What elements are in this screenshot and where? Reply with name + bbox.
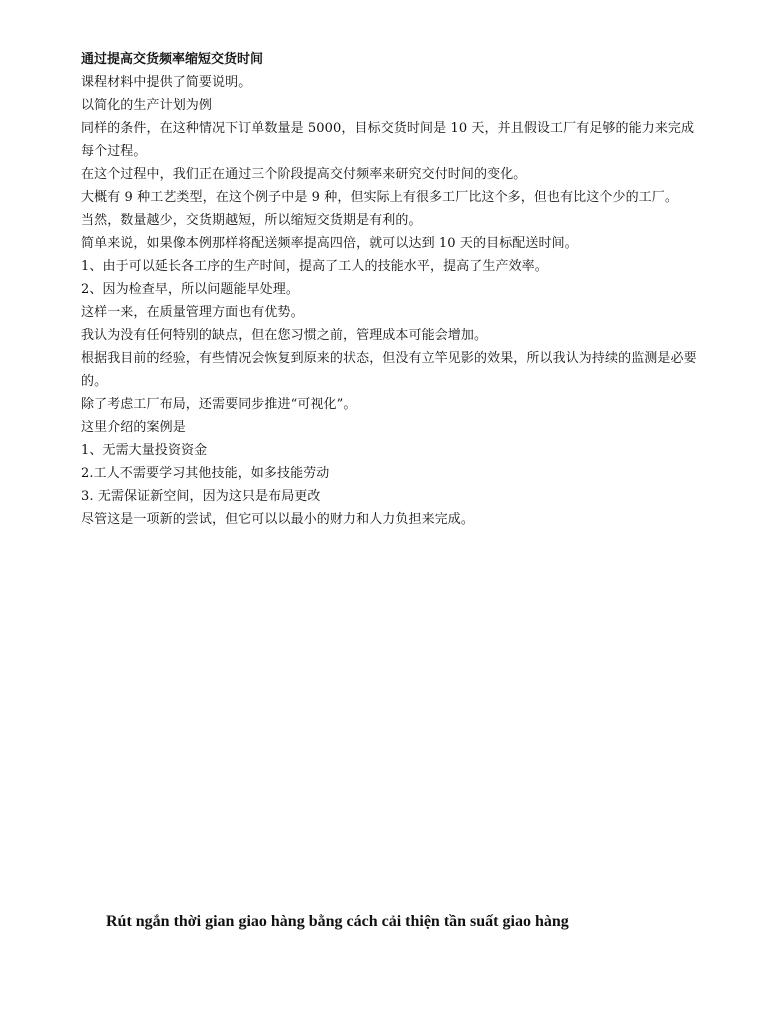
list-item: 2.工人不需要学习其他技能，如多技能劳动 [81,466,330,481]
list-item: 1、无需大量投资资金 [81,443,208,458]
paragraph: 同样的条件，在这种情况下订单数量是 5000，目标交货时间是 10 天，并且假设工厂有足够的能力来完成每个过程。 [81,121,695,159]
list-item: 3. 无需保证新空间，因为这只是布局更改 [81,489,321,504]
footer-title: Rút ngắn thời gian giao hàng bằng cách cải thiện tần suất giao hàng [106,913,569,930]
paragraph: 简单来说，如果像本例那样将配送频率提高四倍，就可以达到 10 天的目标配送时间。 [81,236,578,251]
paragraph: 这样一来，在质量管理方面也有优势。 [81,305,304,320]
paragraph: 课程材料中提供了简要说明。 [81,75,252,90]
paragraph: 除了考虑工厂布局，还需要同步推进“可视化”。 [81,397,357,412]
paragraph: 在这个过程中，我们正在通过三个阶段提高交付频率来研究交付时间的变化。 [81,167,527,182]
paragraph: 这里介绍的案例是 [81,420,186,435]
paragraph: 根据我目前的经验，有些情况会恢复到原来的状态，但没有立竿见影的效果，所以我认为持续的监测是必要的。 [81,351,697,389]
paragraph: 以简化的生产计划为例 [81,98,213,113]
document-title: 通过提高交货频率缩短交货时间 [81,52,264,67]
document-body [81,48,701,531]
paragraph: 大概有 9 种工艺类型，在这个例子中是 9 种，但实际上有很多工厂比这个多，但也有比这个少的工厂。 [81,190,678,205]
paragraph: 尽管这是一项新的尝试，但它可以以最小的财力和人力负担来完成。 [81,512,475,527]
list-item: 1、由于可以延长各工序的生产时间，提高了工人的技能水平，提高了生产效率。 [81,259,548,274]
paragraph: 我认为没有任何特别的缺点，但在您习惯之前，管理成本可能会增加。 [81,328,488,343]
list-item: 2、因为检查早，所以问题能早处理。 [81,282,299,297]
paragraph: 当然，数量越少，交货期越短，所以缩短交货期是有利的。 [81,213,422,228]
